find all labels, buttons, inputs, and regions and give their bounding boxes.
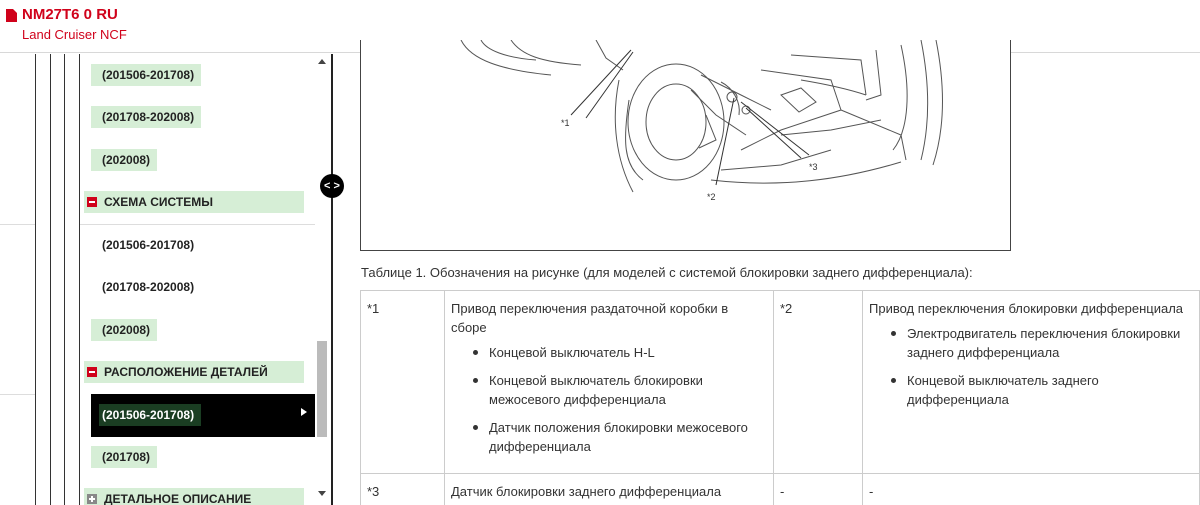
scroll-up-arrow-icon[interactable] <box>318 59 326 64</box>
list-item: Электродвигатель переключения блокировки заднего дифференциала <box>869 324 1193 362</box>
tree-item-label: (202008) <box>102 323 151 337</box>
table-cell-number: *1 <box>361 291 445 474</box>
table-cell-description <box>863 291 1200 474</box>
sub-component-list <box>451 343 767 456</box>
tree-guide-line <box>79 54 80 505</box>
component-name: Привод переключения раздаточной коробки в сборе <box>451 301 729 335</box>
collapse-icon[interactable] <box>87 367 97 377</box>
list-item: Концевой выключатель заднего дифференциала <box>869 371 1193 409</box>
tree-item[interactable] <box>91 149 157 171</box>
tree-section-detailed-description[interactable] <box>84 488 304 505</box>
table-cell-description <box>445 291 774 474</box>
tree-item-label: (201506-201708) <box>102 68 195 82</box>
play-arrow-icon <box>301 408 307 416</box>
document-icon <box>6 9 17 22</box>
tree-item[interactable] <box>91 276 201 298</box>
tree-separator <box>0 394 35 395</box>
scroll-down-arrow-icon[interactable] <box>318 491 326 496</box>
tree-guide-line <box>35 54 36 505</box>
callout-label: *3 <box>809 162 818 172</box>
tree-item-label: (201708-202008) <box>102 110 195 124</box>
figure-illustration <box>360 40 1011 251</box>
tree-item[interactable] <box>91 64 201 86</box>
vehicle-rear-illustration <box>361 40 1011 251</box>
document-subtitle: Land Cruiser NCF <box>22 27 127 42</box>
tree-guide-line <box>50 54 51 505</box>
tree-section-parts-location[interactable] <box>84 361 304 383</box>
tree-section-label: РАСПОЛОЖЕНИЕ ДЕТАЛЕЙ <box>104 365 268 379</box>
tree-section-system-diagram[interactable] <box>84 191 304 213</box>
table-cell-number: *3 <box>361 474 445 505</box>
table-row <box>361 291 1200 474</box>
document-title: NM27T6 0 RU <box>22 6 118 23</box>
tree-section-label: СХЕМА СИСТЕМЫ <box>104 195 213 209</box>
tree-item-selected[interactable] <box>91 394 315 437</box>
scrollbar-thumb[interactable] <box>317 341 327 437</box>
tree-section-label: ДЕТАЛЬНОЕ ОПИСАНИЕ <box>104 492 252 505</box>
tree-separator <box>0 224 35 225</box>
callout-label: *2 <box>707 192 716 202</box>
table-cell-description: - <box>863 474 1200 505</box>
expand-icon[interactable] <box>87 494 97 504</box>
tree-item[interactable] <box>91 234 201 256</box>
panel-divider[interactable] <box>331 54 333 505</box>
collapse-icon[interactable] <box>87 197 97 207</box>
table-cell-description: Датчик блокировки заднего дифференциала <box>445 474 774 505</box>
panel-resize-toggle[interactable]: < > <box>320 174 344 198</box>
list-item: Датчик положения блокировки межосевого дифференциала <box>451 418 767 456</box>
sidebar-scrollbar[interactable] <box>315 54 329 505</box>
tree-item[interactable] <box>91 319 157 341</box>
component-name: Привод переключения блокировки дифференциала <box>869 301 1184 316</box>
tree-item-label: (201506-201708) <box>102 238 195 252</box>
list-item: Концевой выключатель H-L <box>451 343 767 362</box>
tree-item[interactable] <box>91 446 157 468</box>
table-cell-number: *2 <box>774 291 863 474</box>
tree-guide-line <box>64 54 65 505</box>
tree-item-label: (201708-202008) <box>102 280 195 294</box>
legend-table <box>360 290 1200 505</box>
table-cell-number: - <box>774 474 863 505</box>
tree-item-label: (201708) <box>102 450 151 464</box>
table-caption: Таблице 1. Обозначения на рисунке (для моделей с системой блокировки заднего дифференциала): <box>361 265 973 280</box>
tree-item-label: (201506-201708) <box>99 404 201 426</box>
list-item: Концевой выключатель блокировки межосевого дифференциала <box>451 371 767 409</box>
sub-component-list <box>869 324 1193 409</box>
callout-label: *1 <box>561 118 570 128</box>
tree-item[interactable] <box>91 106 201 128</box>
tree-item-label: (202008) <box>102 153 151 167</box>
tree-separator <box>80 224 315 225</box>
sidebar-tree <box>0 54 332 505</box>
table-row <box>361 474 1200 505</box>
